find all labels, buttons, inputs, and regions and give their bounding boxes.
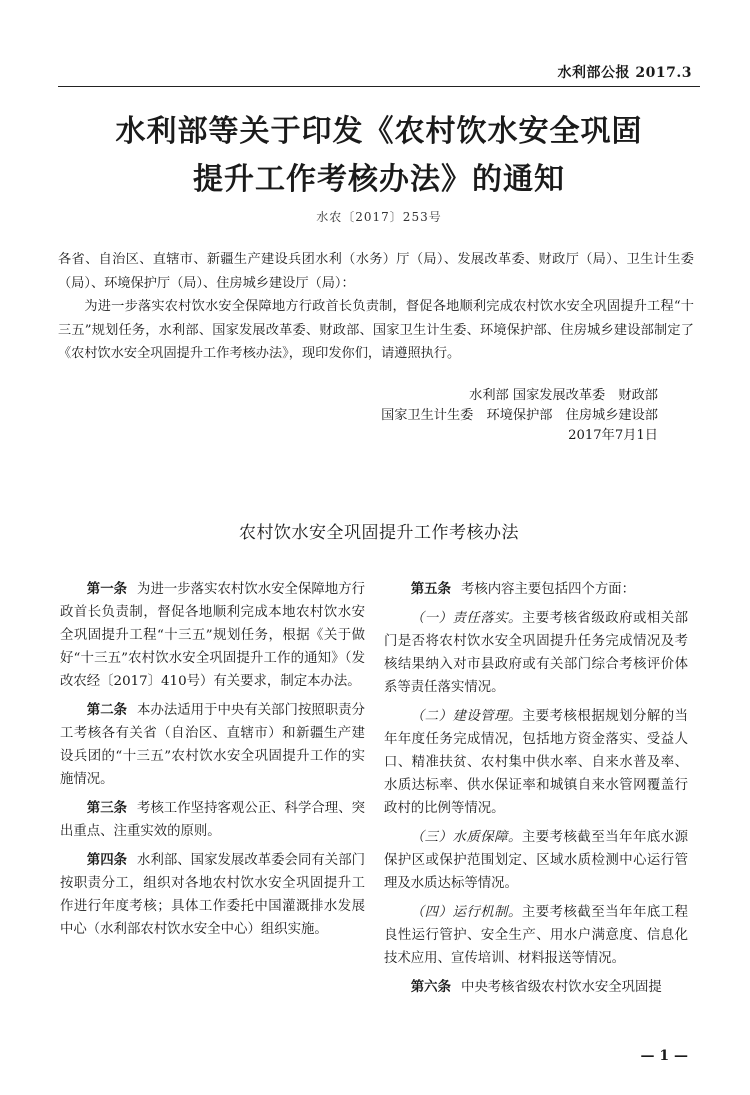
signatory-line-1: 水利部 国家发展改革委 财政部: [469, 388, 658, 403]
article-2-text: 本办法适用于中央有关部门按照职责分工考核各有关省（自治区、直辖市）和新疆生产建设兵团的“十三五”农村饮水安全巩固提升工作的实施情况。: [60, 703, 365, 787]
page-number: — 1 —: [640, 1048, 688, 1064]
article-6-label: 第六条: [410, 979, 451, 995]
item-3-label: （三）水质保障。: [410, 830, 522, 845]
article-5-item-3: [384, 826, 688, 895]
item-2-label: （二）建设管理。: [410, 709, 522, 724]
article-5: [384, 578, 688, 601]
item-2-text: 主要考核根据规划分解的当年年度任务完成情况，包括地方资金落实、受益人口、精准扶贫、农村集中供水率、自来水普及率、水质达标率、供水保证率和城镇自来水管网覆盖行政村的比例等情况。: [384, 709, 689, 816]
article-6: [384, 976, 688, 999]
article-5-item-1: [384, 607, 688, 699]
signatory-line-2: 国家卫生计生委 环境保护部 住房城乡建设部: [381, 408, 658, 423]
item-4-text: 主要考核截至当年年底工程良性运行管护、安全生产、用水户满意度、信息化技术应用、宣传培训、材料报送等情况。: [384, 905, 689, 966]
article-6-text: 中央考核省级农村饮水安全巩固提: [460, 980, 662, 995]
item-1-text: 主要考核省级政府或相关部门是否将农村饮水安全巩固提升任务完成情况及考核结果纳入对市县政府或有关部门综合考核评价体系等责任落实情况。: [384, 611, 689, 695]
article-3: [60, 797, 365, 843]
item-1-label: （一）责任落实。: [410, 611, 522, 626]
right-column: [384, 578, 688, 1005]
article-5-label: 第五条: [410, 581, 451, 597]
article-2-label: 第二条: [86, 702, 128, 718]
article-1-text: 为进一步落实农村饮水安全保障地方行政首长负责制，督促各地顺利完成本地农村饮水安全巩固提升工程“十三五”规划任务，根据《关于做好“十三五”农村饮水安全巩固提升工作的通知》（发改农经〔2017〕410号）有关要求，制定本办法。: [60, 582, 365, 689]
article-1: [60, 578, 365, 693]
measures-title: 农村饮水安全巩固提升工作考核办法: [239, 523, 519, 543]
article-3-label: 第三条: [86, 800, 128, 816]
document-number: 水农〔2017〕253号: [316, 210, 442, 224]
article-3-text: 考核工作坚持客观公正、科学合理、突出重点、注重实效的原则。: [60, 801, 365, 839]
left-column: [60, 578, 365, 947]
title-line-1: 水利部等关于印发《农村饮水安全巩固: [115, 114, 643, 149]
article-4: [60, 849, 365, 941]
item-3-text: 主要考核截至当年年底水源保护区或保护范围划定、区域水质检测中心运行管理及水质达标等情况。: [384, 830, 689, 891]
article-1-label: 第一条: [86, 581, 128, 597]
title-line-2: 提升工作考核办法》的通知: [193, 162, 565, 197]
document-title: [58, 108, 700, 204]
journal-header: 水利部公报 2017.3: [557, 65, 692, 81]
article-5-item-4: [384, 901, 688, 970]
item-4-label: （四）运行机制。: [410, 905, 522, 920]
notice-recipients: 各省、自治区、直辖市、新疆生产建设兵团水利（水务）厅（局）、发展改革委、财政厅（局）、卫生计生委（局）、环境保护厅（局）、住房城乡建设厅（局）：: [58, 252, 694, 291]
article-4-text: 水利部、国家发展改革委会同有关部门按职责分工，组织对各地农村饮水安全巩固提升工作进行年度考核；具体工作委托中国灌溉排水发展中心（水利部农村饮水安全中心）组织实施。: [60, 853, 365, 937]
signature-date: 2017年7月1日: [568, 428, 658, 443]
article-5-item-2: [384, 705, 688, 820]
article-4-label: 第四条: [86, 852, 128, 868]
notice-paragraph: 为进一步落实农村饮水安全保障地方行政首长负责制，督促各地顺利完成农村饮水安全巩固提升工程“十三五”规划任务，水利部、国家发展改革委、财政部、国家卫生计生委、环境保护部、住房城乡建设部制定了《农村饮水安全巩固提升工作考核办法》，现印发你们，请遵照执行。: [58, 299, 694, 361]
notice-body: [58, 248, 694, 366]
article-5-text: 考核内容主要包括四个方面：: [460, 582, 636, 597]
header-rule: [58, 86, 700, 87]
article-2: [60, 699, 365, 791]
